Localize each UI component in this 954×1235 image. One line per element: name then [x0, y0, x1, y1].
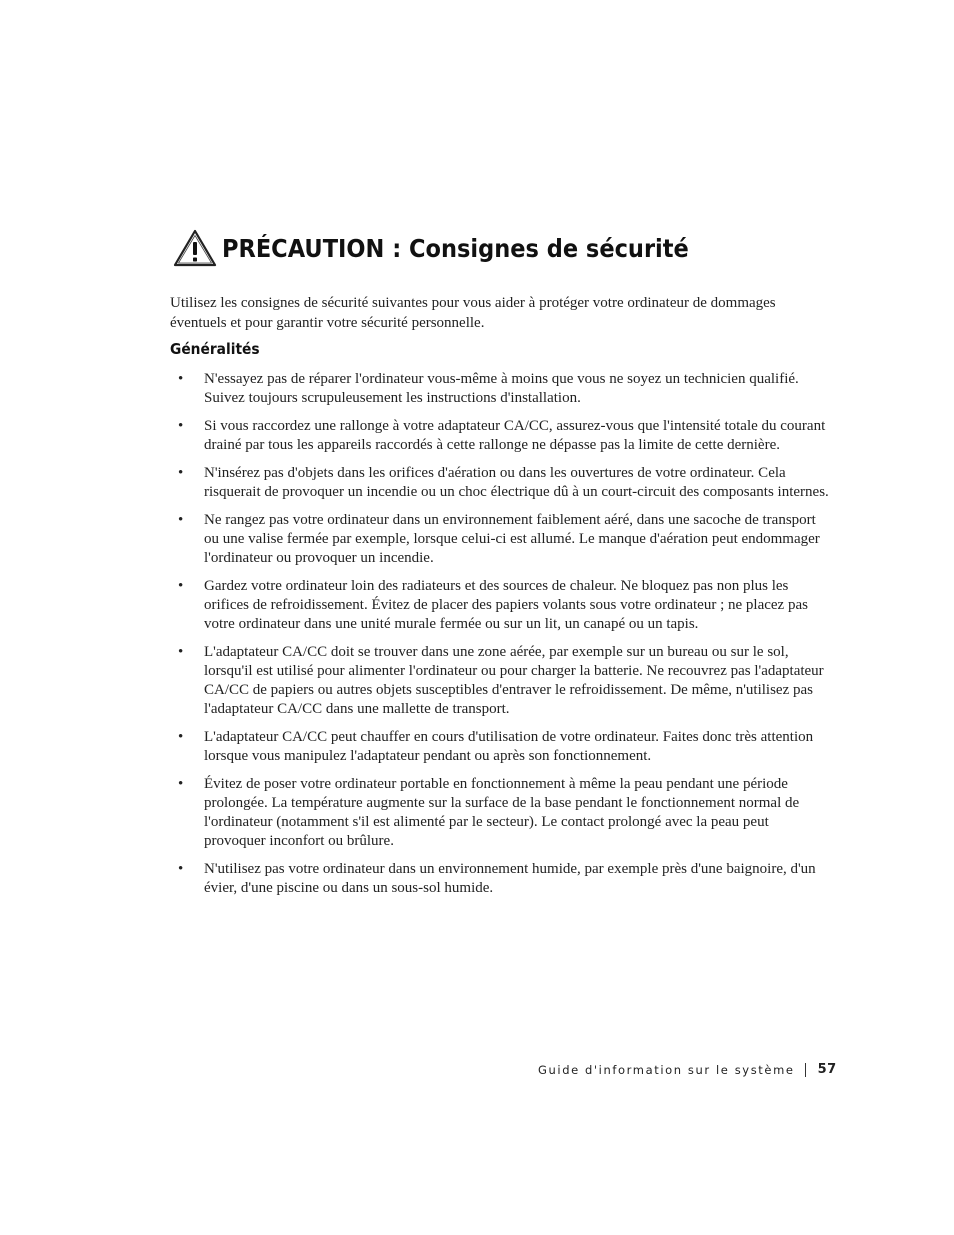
list-item-text: Si vous raccordez une rallonge à votre adaptateur CA/CC, assurez-vous que l'intensité totale du courant drainé par tous les appareils raccordés à cette rallonge ne dépasse pas la limite de cette dernière.	[204, 418, 826, 453]
list-item	[170, 417, 830, 455]
list-item-text: L'adaptateur CA/CC doit se trouver dans une zone aérée, par exemple sur un bureau ou sur le sol, lorsqu'il est utilisé pour alimenter l'ordinateur ou pour charger la batterie. Ne recouvrez pas l'adaptateur CA/CC de papiers ou autres objets susceptibles d'entraver le refroidissement. De même, n'utilisez pas l'adaptateur CA/CC dans une mallette de transport.	[204, 644, 824, 717]
footer-divider	[805, 1063, 806, 1077]
bullet-icon: •	[178, 729, 184, 745]
page-title: PRÉCAUTION : Consignes de sécurité	[222, 233, 689, 263]
page-footer	[538, 1062, 837, 1077]
list-item	[170, 775, 830, 851]
bullet-icon: •	[178, 512, 184, 528]
list-item	[170, 643, 830, 719]
bullet-icon: •	[178, 861, 184, 877]
title-row	[172, 228, 741, 268]
list-item-text: Ne rangez pas votre ordinateur dans un environnement faiblement aéré, dans une sacoche de transport ou une valise fermée par exemple, lorsque celui-ci est allumé. Le manque d'aération peut endommager l'ordinateur ou provoquer un incendie.	[204, 512, 820, 566]
page-number: 57	[817, 1062, 837, 1077]
bullet-icon: •	[178, 465, 184, 481]
list-item	[170, 370, 830, 408]
bullet-icon: •	[178, 578, 184, 594]
list-item	[170, 577, 830, 634]
list-item	[170, 511, 830, 568]
list-item-text: Évitez de poser votre ordinateur portable en fonctionnement à même la peau pendant une période prolongée. La température augmente sur la surface de la base pendant le fonctionnement normal de l'ordinateur (notamment s'il est alimenté par le secteur). Le contact prolongé avec la peau peut provoquer inconfort ou brûlure.	[204, 776, 800, 849]
list-item-text: N'essayez pas de réparer l'ordinateur vous-même à moins que vous ne soyez un technicien qualifié. Suivez toujours scrupuleusement les instructions d'installation.	[204, 371, 799, 406]
list-item	[170, 728, 830, 766]
footer-guide-title: Guide d'information sur le système	[538, 1062, 795, 1077]
bullet-icon: •	[178, 418, 184, 434]
warning-triangle-icon	[172, 228, 218, 268]
list-item-text: N'insérez pas d'objets dans les orifices d'aération ou dans les ouvertures de votre ordinateur. Cela risquerait de provoquer un incendie ou un choc électrique dû à un court-circuit des composants internes.	[204, 465, 829, 500]
section-heading: Généralités	[170, 340, 260, 358]
intro-paragraph: Utilisez les consignes de sécurité suivantes pour vous aider à protéger votre ordinateur de dommages éventuels et pour garantir votre sécurité personnelle.	[170, 295, 776, 331]
bullet-icon: •	[178, 776, 184, 792]
list-item	[170, 464, 830, 502]
list-item-text: N'utilisez pas votre ordinateur dans un environnement humide, par exemple près d'une baignoire, d'un évier, d'une piscine ou dans un sous-sol humide.	[204, 861, 816, 896]
bullet-icon: •	[178, 371, 184, 387]
list-item-text: Gardez votre ordinateur loin des radiateurs et des sources de chaleur. Ne bloquez pas non plus les orifices de refroidissement. Évitez de placer des papiers volants sous votre ordinateur ; ne placez pas votre ordinateur dans une unité murale fermée ou sur un lit, un canapé ou un tapis.	[204, 578, 808, 632]
safety-list	[170, 370, 830, 907]
bullet-icon: •	[178, 644, 184, 660]
list-item	[170, 860, 830, 898]
list-item-text: L'adaptateur CA/CC peut chauffer en cours d'utilisation de votre ordinateur. Faites donc très attention lorsque vous manipulez l'adaptateur pendant ou après son fonctionnement.	[204, 729, 814, 764]
